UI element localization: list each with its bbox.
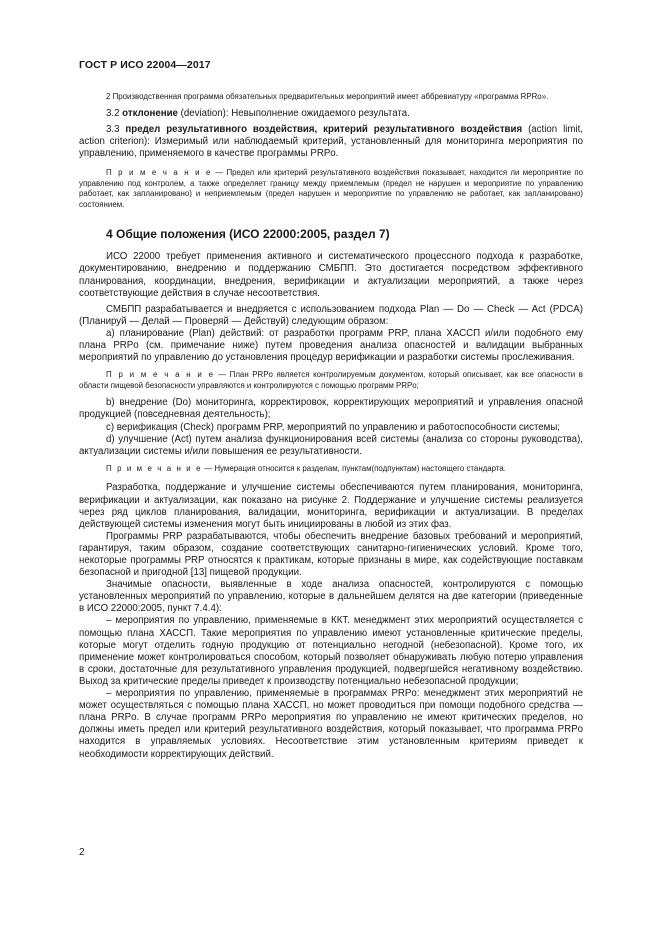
list-item-d: d) улучшение (Act) путем анализа функционирования всей системы (анализа со стороны руководства), актуализации системы и/или повышения ее результативности. bbox=[79, 433, 583, 457]
paragraph-prp-programs: Программы PRP разрабатываются, чтобы обеспечить внедрение базовых требований и мероприятий, гарантируя, таким образом, создание соответствующих санитарно-гигиенических условий. Кроме того, некоторые программы PRP относятся к практикам, которые признаны в мире, как содействующие поставкам безопасной и пригодной [13] пищевой продукции. bbox=[79, 530, 583, 579]
note-label: П р и м е ч а н и е bbox=[106, 463, 203, 473]
definition-text: (action limit, action criterion): Измеримый или наблюдаемый критерий, установленный для мониторинга мероприятия по управлению, применяемого в качестве программы PRPo. bbox=[79, 123, 583, 159]
running-header: ГОСТ Р ИСО 22004—2017 bbox=[79, 59, 211, 71]
definition-term: отклонение bbox=[122, 107, 178, 119]
note-prpo-plan bbox=[79, 370, 583, 391]
list-item-b: b) внедрение (Do) мониторинга, корректировок, корректирующих мероприятий и управления опасной продукцией (повседневная деятельность); bbox=[79, 397, 583, 421]
note-numbering bbox=[79, 464, 583, 475]
list-item-c: c) верификация (Check) программ PRP, мероприятий по управлению и работоспособности системы; bbox=[106, 421, 560, 433]
note-action-limit bbox=[79, 168, 583, 210]
note-label: П р и м е ч а н и е bbox=[106, 370, 215, 380]
definition-number: 3.3 bbox=[106, 123, 120, 135]
note-text: — Предел или критерий результативного воздействия показывает, находится ли мероприятие по управлению под контролем, а также определяет границу между приемлемым (предел не нарушен и мероприятие по управлению работает, как запланировано) и неприемлемым (предел нарушен и мероприятие по управлению не работает, как запланировано) состоянием. bbox=[79, 167, 583, 209]
note-label: П р и м е ч а н и е bbox=[106, 167, 212, 177]
definition-term: предел результативного воздействия, критерий результативного воздействия bbox=[125, 123, 523, 135]
note-text: — План PRPo является контролируемым документом, который описывает, как все опасности в области пищевой безопасности управляются и контролируются с помощью программ PRPo; bbox=[79, 370, 583, 390]
definition-number: 3.2 bbox=[106, 107, 120, 119]
definition-3-2 bbox=[79, 108, 583, 120]
dash-item-prpo: – мероприятия по управлению, применяемые в программах PRPo: менеджмент этих мероприятий не может осуществляться с помощью плана ХАССП, но может проводиться при помощи подобного средства — плана PRPo. В случае программ PRPo мероприятия по управлению не имеют критических пределов, но должны иметь предел или критерий результативного воздействия, который показывает, что программа PRPo находится в управляемых условиях. Несоответствие этим установленным критериям приведет к необходимости корректирующих действий. bbox=[79, 688, 583, 760]
paragraph-pdca: СМБПП разрабатывается и внедряется с использованием подхода Plan — Do — Check — Act (PDCA) (Планируй — Делай — Проверяй — Действуй) следующим образом: bbox=[79, 303, 583, 327]
list-item-a: а) планирование (Plan) действий: от разработки программ PRP, плана ХАССП и/или подобного ему плана PRPo (см. примечание ниже) путем проведения анализа опасностей и валидации выбранных мероприятий по управлению до установления процедур верификации и разработки системы прослеживания. bbox=[79, 327, 583, 364]
paragraph-system-development: Разработка, поддержание и улучшение системы обеспечиваются путем планирования, мониторинга, верификации и актуализации, как показано на рисунке 2. Поддержание и улучшение системы реализуется через ряд циклов планирования, валидации, мониторинга, верификации и актуализации. В пределах действующей системы изменения могут быть инициированы в любой из этих фаз. bbox=[79, 482, 583, 530]
note-text: — Нумерация относится к разделам, пунктам(подпунктам) настоящего стандарта. bbox=[202, 463, 506, 473]
section-4-heading: 4 Общие положения (ИСО 22000:2005, раздел 7) bbox=[106, 227, 390, 242]
page-body bbox=[79, 92, 583, 761]
footnote-2: 2 Производственная программа обязательных предварительных мероприятий имеет аббревиатуру «программа RPRo». bbox=[106, 92, 549, 101]
page-number: 2 bbox=[79, 847, 85, 858]
dash-item-ccp: – мероприятия по управлению, применяемые в ККТ. менеджмент этих мероприятий осуществляется с помощью плана ХАССП. Такие мероприятия по управлению имеют установленные критические пределы, которые могут отделить годную продукцию от потенциально негодной (небезопасной). Кроме того, их применение может контролироваться способом, который позволяет обнаруживать любую потерю управления в сроки, достаточные для результативного управления продукцией, подвергшейся негативному воздействию. Выход за критические пределы приведет к производству потенциально небезопасной продукции; bbox=[79, 615, 583, 687]
definition-text: (deviation): Невыполнение ожидаемого результата. bbox=[177, 107, 410, 119]
definition-3-3 bbox=[79, 124, 583, 160]
paragraph-iso-22000: ИСО 22000 требует применения активного и систематического процессного подхода к разработке, документированию, внедрению и поддержанию СМБПП. Это достигается посредством эффективного планирования, координации, внедрения, верификации и актуализации мероприятий, а также через соответствующие действия в случае несоответствия. bbox=[79, 251, 583, 299]
paragraph-significant-hazards: Значимые опасности, выявленные в ходе анализа опасностей, контролируются с помощью установленных мероприятий по управлению, которые в дальнейшем делятся на две категории (приведенные в ИСО 22000:2005, пункт 7.4.4): bbox=[79, 579, 583, 615]
